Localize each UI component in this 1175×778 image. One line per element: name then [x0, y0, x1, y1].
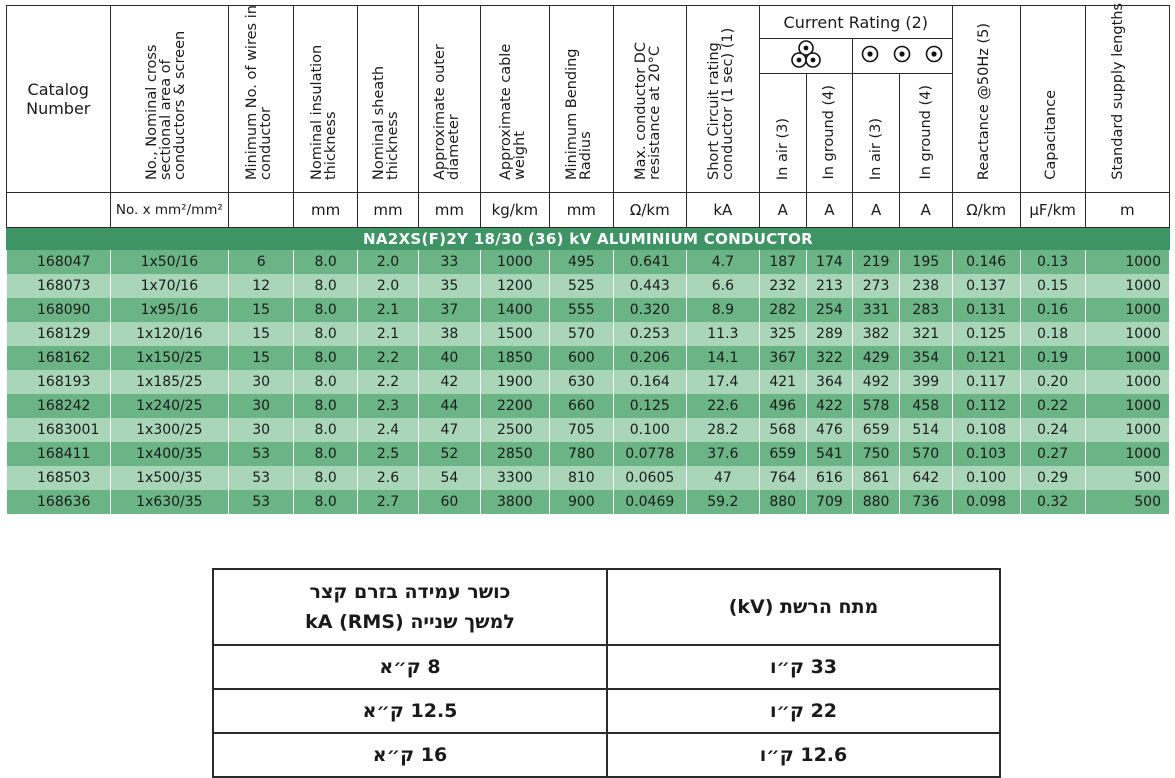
table-cell: 2200 [480, 394, 549, 418]
table-cell: 659 [853, 418, 900, 442]
short-table-header-current [213, 569, 607, 645]
table-cell: 421 [759, 370, 806, 394]
short-table-cell-voltage: 22 ק״ו [607, 689, 1000, 733]
header-insulation: Nominal insulation thickness [294, 6, 358, 193]
table-cell: 1x50/16 [110, 250, 229, 275]
unit-in-air-flat: A [853, 193, 900, 228]
unit-insulation: mm [294, 193, 358, 228]
table-cell: 750 [853, 442, 900, 466]
unit-outer-diameter: mm [418, 193, 480, 228]
table-cell: 8.0 [294, 466, 358, 490]
table-cell: 492 [853, 370, 900, 394]
table-cell: 47 [418, 418, 480, 442]
table-cell: 422 [806, 394, 853, 418]
table-cell: 0.146 [952, 250, 1020, 275]
table-cell: 1x70/16 [110, 274, 229, 298]
table-cell: 0.22 [1020, 394, 1085, 418]
table-cell: 764 [759, 466, 806, 490]
table-cell: 0.108 [952, 418, 1020, 442]
table-cell: 168411 [7, 442, 111, 466]
table-cell: 2.2 [358, 370, 419, 394]
unit-capacitance: μF/km [1020, 193, 1085, 228]
table-cell: 4.7 [686, 250, 759, 275]
header-weight: Approximate cable weight [480, 6, 549, 193]
table-cell: 616 [806, 466, 853, 490]
table-cell: 322 [806, 346, 853, 370]
table-cell: 500 [1085, 466, 1169, 490]
table-cell: 2500 [480, 418, 549, 442]
table-cell: 6.6 [686, 274, 759, 298]
table-cell: 6 [229, 250, 294, 275]
table-cell: 2.0 [358, 274, 419, 298]
table-cell: 8.9 [686, 298, 759, 322]
table-cell: 8.0 [294, 346, 358, 370]
table-cell: 195 [899, 250, 952, 275]
table-cell: 705 [549, 418, 613, 442]
table-cell: 0.20 [1020, 370, 1085, 394]
unit-catalog [7, 193, 111, 228]
table-cell: 168636 [7, 490, 111, 514]
table-cell: 0.137 [952, 274, 1020, 298]
table-cell: 0.18 [1020, 322, 1085, 346]
table-cell: 2850 [480, 442, 549, 466]
table-cell: 238 [899, 274, 952, 298]
unit-weight: kg/km [480, 193, 549, 228]
unit-reactance: Ω/km [952, 193, 1020, 228]
table-cell: 1000 [1085, 442, 1169, 466]
table-cell: 2.5 [358, 442, 419, 466]
table-cell: 331 [853, 298, 900, 322]
table-cell: 1000 [1085, 274, 1169, 298]
table-cell: 30 [229, 394, 294, 418]
short-table-cell-current: 8 ק״א [213, 645, 607, 689]
table-cell: 2.2 [358, 346, 419, 370]
table-cell: 1000 [1085, 370, 1169, 394]
table-cell: 0.098 [952, 490, 1020, 514]
short-table-header-voltage: מתח הרשת (kV) [607, 569, 1000, 645]
short-table-row [213, 645, 1000, 689]
table-cell: 0.0605 [613, 466, 686, 490]
table-cell: 37 [418, 298, 480, 322]
short-table-cell-current: 12.5 ק״א [213, 689, 607, 733]
table-row [7, 322, 1170, 346]
table-cell: 15 [229, 346, 294, 370]
table-cell: 11.3 [686, 322, 759, 346]
table-cell: 168047 [7, 250, 111, 275]
table-row [7, 346, 1170, 370]
table-cell: 1x630/35 [110, 490, 229, 514]
table-cell: 0.320 [613, 298, 686, 322]
table-cell: 0.16 [1020, 298, 1085, 322]
table-cell: 8.0 [294, 322, 358, 346]
table-cell: 736 [899, 490, 952, 514]
table-cell: 1x300/25 [110, 418, 229, 442]
table-cell: 367 [759, 346, 806, 370]
table-cell: 12 [229, 274, 294, 298]
table-cell: 168242 [7, 394, 111, 418]
table-cell: 168193 [7, 370, 111, 394]
table-cell: 496 [759, 394, 806, 418]
table-cell: 42 [418, 370, 480, 394]
short-circuit-table [212, 568, 1001, 778]
table-cell: 630 [549, 370, 613, 394]
table-cell: 1x120/16 [110, 322, 229, 346]
table-cell: 8.0 [294, 250, 358, 275]
table-cell: 168503 [7, 466, 111, 490]
table-cell: 0.100 [613, 418, 686, 442]
unit-in-ground-trefoil: A [806, 193, 853, 228]
table-cell: 0.0469 [613, 490, 686, 514]
table-cell: 382 [853, 322, 900, 346]
header-short-circuit: Short Circuit rating conductor (1 sec) (1) [686, 6, 759, 193]
table-cell: 325 [759, 322, 806, 346]
table-cell: 476 [806, 418, 853, 442]
table-row [7, 274, 1170, 298]
table-cell: 60 [418, 490, 480, 514]
short-table-header-line2: למשך שנייה kA (RMS) [305, 611, 515, 633]
table-cell: 578 [853, 394, 900, 418]
table-section-title: NA2XS(F)2Y 18/30 (36) kV ALUMINIUM CONDUCTOR [7, 228, 1170, 250]
header-capacitance: Capacitance [1020, 6, 1085, 193]
table-cell: 38 [418, 322, 480, 346]
table-cell: 283 [899, 298, 952, 322]
table-row [7, 394, 1170, 418]
table-row [7, 466, 1170, 490]
table-cell: 514 [899, 418, 952, 442]
table-cell: 2.1 [358, 298, 419, 322]
table-cell: 525 [549, 274, 613, 298]
table-cell: 2.4 [358, 418, 419, 442]
table-cell: 28.2 [686, 418, 759, 442]
table-cell: 660 [549, 394, 613, 418]
table-cell: 289 [806, 322, 853, 346]
table-cell: 40 [418, 346, 480, 370]
table-cell: 541 [806, 442, 853, 466]
table-cell: 1x500/35 [110, 466, 229, 490]
table-cell: 364 [806, 370, 853, 394]
table-cell: 1x400/35 [110, 442, 229, 466]
header-outer-diameter: Approximate outer diameter [418, 6, 480, 193]
table-cell: 15 [229, 298, 294, 322]
unit-supply: m [1085, 193, 1169, 228]
header-catalog: Catalog Number [7, 6, 111, 193]
unit-in-ground-flat: A [899, 193, 952, 228]
table-cell: 1000 [1085, 298, 1169, 322]
table-cell: 659 [759, 442, 806, 466]
table-cell: 33 [418, 250, 480, 275]
table-cell: 8.0 [294, 490, 358, 514]
table-cell: 30 [229, 418, 294, 442]
table-cell: 1000 [1085, 250, 1169, 275]
short-table-cell-voltage: 12.6 ק״ו [607, 733, 1000, 777]
table-cell: 168073 [7, 274, 111, 298]
unit-short-circuit: kA [686, 193, 759, 228]
table-cell: 0.206 [613, 346, 686, 370]
table-cell: 0.121 [952, 346, 1020, 370]
table-cell: 0.13 [1020, 250, 1085, 275]
table-cell: 642 [899, 466, 952, 490]
table-cell: 570 [899, 442, 952, 466]
table-cell: 3800 [480, 490, 549, 514]
table-cell: 1500 [480, 322, 549, 346]
table-cell: 0.125 [613, 394, 686, 418]
table-cell: 219 [853, 250, 900, 275]
table-cell: 780 [549, 442, 613, 466]
table-cell: 0.164 [613, 370, 686, 394]
flat-cable-formation-icon [853, 39, 952, 74]
table-cell: 2.0 [358, 250, 419, 275]
header-min-wires: Minimum No. of wires in conductor [229, 6, 294, 193]
table-cell: 187 [759, 250, 806, 275]
table-cell: 59.2 [686, 490, 759, 514]
table-cell: 8.0 [294, 274, 358, 298]
table-cell: 0.125 [952, 322, 1020, 346]
header-in-air-trefoil: In air (3) [759, 74, 806, 193]
table-cell: 495 [549, 250, 613, 275]
table-cell: 168129 [7, 322, 111, 346]
header-nominal-cross: No., Nominal cross sectional area of conductors & screen [110, 6, 229, 193]
table-cell: 37.6 [686, 442, 759, 466]
table-cell: 1x95/16 [110, 298, 229, 322]
table-cell: 8.0 [294, 370, 358, 394]
short-table-cell-current: 16 ק״א [213, 733, 607, 777]
short-table-header-line1: כושר עמידה בזרם קצר [309, 581, 511, 603]
table-cell: 1400 [480, 298, 549, 322]
table-cell: 570 [549, 322, 613, 346]
table-cell: 1200 [480, 274, 549, 298]
table-cell: 0.117 [952, 370, 1020, 394]
table-cell: 8.0 [294, 394, 358, 418]
table-cell: 1x150/25 [110, 346, 229, 370]
table-cell: 30 [229, 370, 294, 394]
table-cell: 1x185/25 [110, 370, 229, 394]
table-cell: 54 [418, 466, 480, 490]
unit-min-wires [229, 193, 294, 228]
short-table-row [213, 733, 1000, 777]
table-cell: 14.1 [686, 346, 759, 370]
table-cell: 2.6 [358, 466, 419, 490]
table-cell: 0.100 [952, 466, 1020, 490]
table-cell: 880 [759, 490, 806, 514]
table-cell: 321 [899, 322, 952, 346]
header-supply: Standard supply lengths [1085, 6, 1169, 193]
table-cell: 429 [853, 346, 900, 370]
table-cell: 900 [549, 490, 613, 514]
table-cell: 0.253 [613, 322, 686, 346]
unit-in-air-trefoil: A [759, 193, 806, 228]
table-cell: 2.7 [358, 490, 419, 514]
table-cell: 354 [899, 346, 952, 370]
trefoil-cable-formation-icon [759, 39, 852, 74]
table-row [7, 370, 1170, 394]
table-cell: 1000 [1085, 418, 1169, 442]
table-cell: 53 [229, 466, 294, 490]
header-in-ground-flat: In ground (4) [899, 74, 952, 193]
table-cell: 2.3 [358, 394, 419, 418]
table-row [7, 490, 1170, 514]
table-cell: 458 [899, 394, 952, 418]
short-table-cell-voltage: 33 ק״ו [607, 645, 1000, 689]
table-cell: 861 [853, 466, 900, 490]
header-in-ground-trefoil: In ground (4) [806, 74, 853, 193]
table-cell: 53 [229, 442, 294, 466]
table-cell: 273 [853, 274, 900, 298]
table-cell: 254 [806, 298, 853, 322]
table-cell: 282 [759, 298, 806, 322]
table-cell: 600 [549, 346, 613, 370]
table-cell: 1850 [480, 346, 549, 370]
table-cell: 568 [759, 418, 806, 442]
unit-sheath: mm [358, 193, 419, 228]
table-cell: 168090 [7, 298, 111, 322]
header-resistance: Max. conductor DC resistance at 20°C [613, 6, 686, 193]
table-row [7, 442, 1170, 466]
table-cell: 500 [1085, 490, 1169, 514]
table-cell: 1683001 [7, 418, 111, 442]
table-cell: 47 [686, 466, 759, 490]
table-cell: 1900 [480, 370, 549, 394]
table-cell: 399 [899, 370, 952, 394]
table-cell: 1x240/25 [110, 394, 229, 418]
table-cell: 213 [806, 274, 853, 298]
table-row [7, 418, 1170, 442]
table-cell: 2.1 [358, 322, 419, 346]
table-cell: 0.0778 [613, 442, 686, 466]
table-cell: 0.29 [1020, 466, 1085, 490]
table-cell: 0.15 [1020, 274, 1085, 298]
header-current-rating: Current Rating (2) [759, 6, 952, 39]
table-cell: 1000 [480, 250, 549, 275]
table-cell: 0.131 [952, 298, 1020, 322]
unit-bending: mm [549, 193, 613, 228]
table-row [7, 298, 1170, 322]
table-cell: 0.103 [952, 442, 1020, 466]
table-cell: 0.19 [1020, 346, 1085, 370]
table-cell: 15 [229, 322, 294, 346]
table-cell: 0.112 [952, 394, 1020, 418]
table-cell: 0.27 [1020, 442, 1085, 466]
header-bending: Minimum Bending Radius [549, 6, 613, 193]
table-cell: 8.0 [294, 442, 358, 466]
table-row [7, 250, 1170, 275]
table-cell: 1000 [1085, 322, 1169, 346]
table-cell: 232 [759, 274, 806, 298]
table-cell: 1000 [1085, 346, 1169, 370]
header-sheath: Nominal sheath thickness [358, 6, 419, 193]
table-cell: 555 [549, 298, 613, 322]
table-cell: 168162 [7, 346, 111, 370]
table-cell: 174 [806, 250, 853, 275]
table-cell: 3300 [480, 466, 549, 490]
table-cell: 1000 [1085, 394, 1169, 418]
unit-nominal-cross: No. x mm²/mm² [110, 193, 229, 228]
table-cell: 22.6 [686, 394, 759, 418]
table-cell: 52 [418, 442, 480, 466]
short-table-row [213, 689, 1000, 733]
table-cell: 53 [229, 490, 294, 514]
table-cell: 0.443 [613, 274, 686, 298]
table-cell: 0.32 [1020, 490, 1085, 514]
table-cell: 8.0 [294, 418, 358, 442]
unit-resistance: Ω/km [613, 193, 686, 228]
table-cell: 0.641 [613, 250, 686, 275]
table-cell: 810 [549, 466, 613, 490]
table-cell: 17.4 [686, 370, 759, 394]
cable-spec-table [6, 5, 1170, 514]
table-cell: 0.24 [1020, 418, 1085, 442]
header-in-air-flat: In air (3) [853, 74, 900, 193]
table-cell: 35 [418, 274, 480, 298]
table-cell: 880 [853, 490, 900, 514]
table-cell: 8.0 [294, 298, 358, 322]
table-cell: 709 [806, 490, 853, 514]
header-reactance: Reactance @50Hz (5) [952, 6, 1020, 193]
table-cell: 44 [418, 394, 480, 418]
